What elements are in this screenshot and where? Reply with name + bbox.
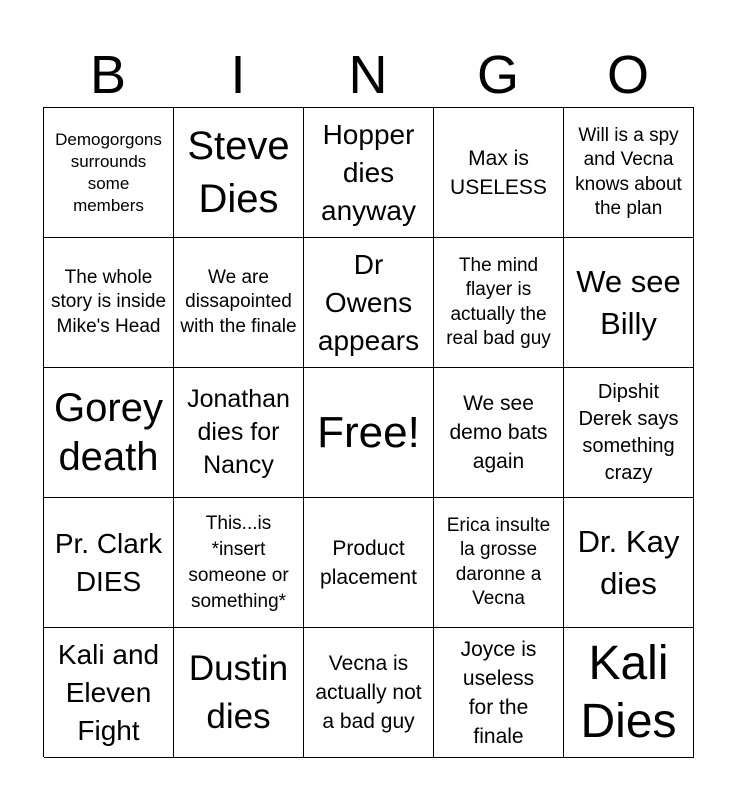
cell-text: Kali Dies: [580, 636, 677, 748]
cell-text: Jonathan dies for Nancy: [187, 385, 290, 479]
bingo-cell-r4c1[interactable]: [44, 498, 174, 628]
cell-text: Joyce is useless for the finale: [460, 637, 537, 748]
bingo-cell-r1c2[interactable]: [174, 108, 304, 238]
cell-text: Demogorgons surrounds some members: [55, 129, 162, 215]
bingo-cell-r1c3[interactable]: [304, 108, 434, 238]
cell-text: Product placement: [320, 536, 417, 589]
cell-text: Pr. Clark DIES: [54, 527, 163, 597]
bingo-cell-r3c4[interactable]: [434, 368, 564, 498]
cell-text: We see demo bats again: [449, 392, 548, 473]
cell-text: Dipshit Derek says something crazy: [578, 380, 679, 484]
bingo-cell-r1c5[interactable]: [564, 108, 694, 238]
header-letter-n: N: [348, 45, 388, 105]
bingo-cell-r3c2[interactable]: [174, 368, 304, 498]
bingo-cell-r5c2[interactable]: [174, 628, 304, 758]
bingo-cell-r4c4[interactable]: [434, 498, 564, 628]
cell-text: Erica insulte la grosse daronne a Vecna: [446, 514, 551, 609]
bingo-cell-r3c1[interactable]: [44, 368, 174, 498]
bingo-cell-r1c1[interactable]: [44, 108, 174, 238]
header-letter-i: I: [230, 45, 246, 105]
cell-text: The whole story is inside Mike's Head: [50, 266, 167, 337]
bingo-cell-r5c3[interactable]: [304, 628, 434, 758]
cell-text: Hopper dies anyway: [321, 118, 416, 226]
bingo-cell-r2c4[interactable]: [434, 238, 564, 368]
cell-text: Dr. Kay dies: [577, 523, 680, 601]
bingo-board: [43, 107, 694, 757]
cell-text: Max is USELESS: [450, 146, 547, 199]
cell-text: Steve Dies: [187, 123, 290, 221]
cell-text: Vecna is actually not a bad guy: [315, 652, 422, 733]
cell-text: We are dissapointed with the finale: [180, 266, 297, 337]
bingo-cell-r5c1[interactable]: [44, 628, 174, 758]
bingo-cell-r2c2[interactable]: [174, 238, 304, 368]
bingo-cell-r2c1[interactable]: [44, 238, 174, 368]
bingo-cell-r4c3[interactable]: [304, 498, 434, 628]
bingo-cell-r1c4[interactable]: [434, 108, 564, 238]
bingo-cell-r4c2[interactable]: [174, 498, 304, 628]
header-letter-b: B: [89, 45, 127, 105]
bingo-cell-r3c5[interactable]: [564, 368, 694, 498]
bingo-cell-r5c5[interactable]: [564, 628, 694, 758]
cell-text: This...is *insert someone or something*: [188, 512, 289, 612]
cell-text: We see Billy: [576, 263, 681, 341]
cell-text: Gorey death: [54, 385, 163, 479]
cell-text: Dr Owens appears: [317, 248, 420, 356]
header-letter-g: G: [476, 45, 519, 105]
bingo-header: [43, 44, 693, 106]
cell-text: Will is a spy and Vecna knows about the plan: [575, 124, 682, 219]
bingo-cell-r5c4[interactable]: [434, 628, 564, 758]
cell-text: The mind flayer is actually the real bad guy: [446, 254, 551, 349]
cell-text: Free!: [317, 408, 420, 457]
bingo-cell-r2c5[interactable]: [564, 238, 694, 368]
cell-text: Dustin dies: [188, 648, 289, 736]
bingo-cell-r2c3[interactable]: [304, 238, 434, 368]
bingo-cell-r4c5[interactable]: [564, 498, 694, 628]
bingo-cell-r3c3[interactable]: [304, 368, 434, 498]
cell-text: Kali and Eleven Fight: [57, 638, 160, 746]
header-letter-o: O: [606, 45, 649, 105]
